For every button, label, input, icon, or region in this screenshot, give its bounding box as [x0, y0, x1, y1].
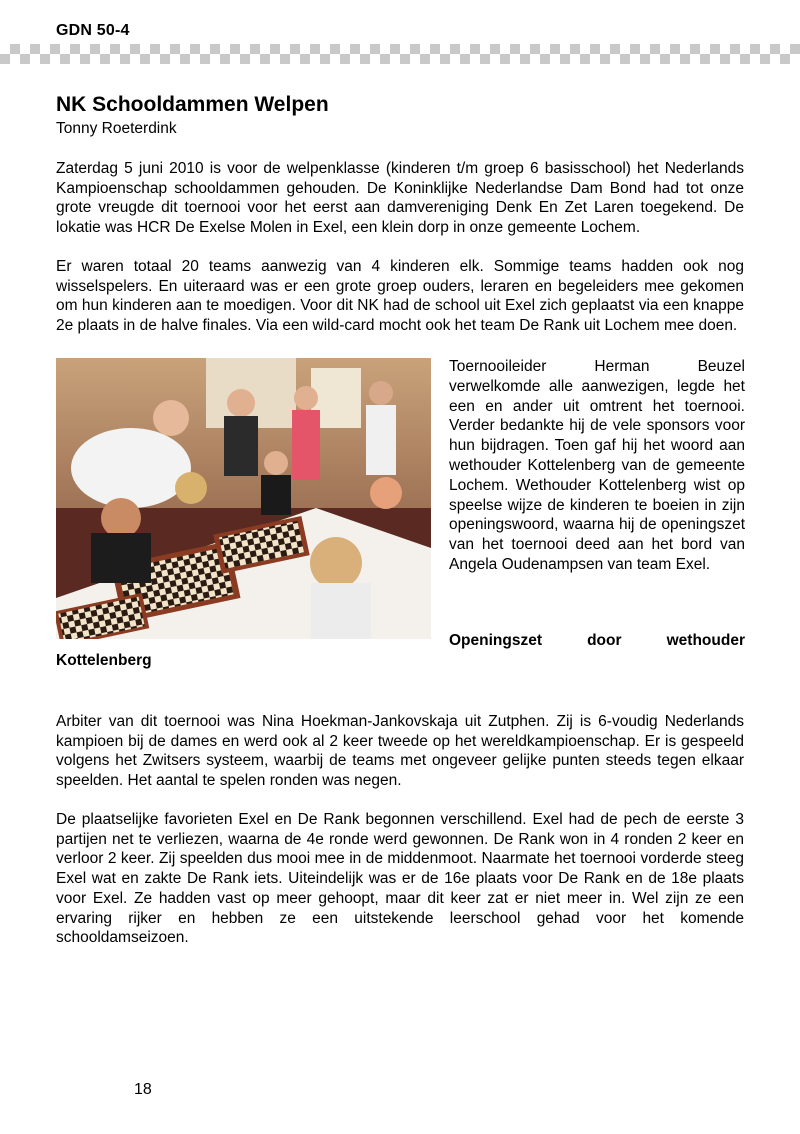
photo-caption: [449, 632, 745, 650]
article-author: Tonny Roeterdink: [56, 120, 177, 137]
paragraph-teams: Er waren totaal 20 teams aanwezig van 4 kinderen elk. Sommige teams hadden ook nog wisselspelers. En uiteraard was er een grote groep ouders, leraren en begeleiders mee gekomen om hun kinderen aan te moedigen. Voor dit NK had de school uit Exel zich geplaatst via een knappe 2e plaats in de halve finales. Via een wild-card mocht ook het team De Rank uit Lochem mee doen.: [56, 258, 744, 335]
caption-word: wethouder: [666, 632, 745, 649]
paragraph-arbiter: Arbiter van dit toernooi was Nina Hoekman-Jankovskaja uit Zutphen. Zij is 6-voudig Nederlands kampioen bij de dames en werd ook al 2 keer tweede op het wereldkampioenschap. Er is gespeeld volgens het Zwitsers systeem, waarbij de teams met ongeveer gelijke punten steeds tegen elkaar speelden. Het aantal te spelen ronden was negen.: [56, 713, 744, 790]
issue-header: GDN 50-4: [56, 22, 130, 39]
article-title: NK Schooldammen Welpen: [56, 93, 329, 116]
paragraph-intro: Zaterdag 5 juni 2010 is voor de welpenklasse (kinderen t/m groep 6 basisschool) het Nederlands Kampioenschap schooldammen gehouden. De Koninklijke Nederlandse Dam Bond had tot onze grote vreugde dit toernooi voor het eerst aan damvereniging Denk En Zet Laren toegekend. De lokatie was HCR De Exelse Molen in Exel, een klein dorp in onze gemeente Lochem.: [56, 160, 744, 237]
caption-word: door: [587, 632, 622, 649]
photo-caption-end: Kottelenberg: [56, 652, 152, 669]
checkered-border: [0, 44, 800, 64]
page-number: 18: [134, 1081, 152, 1098]
tournament-photo: [56, 358, 431, 639]
paragraph-results: De plaatselijke favorieten Exel en De Rank begonnen verschillend. Exel had de pech de eerste 3 partijen net te verliezen, waarna de 4e ronde werd gewonnen. De Rank won in 4 ronden 2 keer en verloor 2 keer. Zij speelden dus mooi mee in de middenmoot. Naarmate het toernooi vorderde steeg Exel wat en zakte De Rank iets. Uiteindelijk was er de 16e plaats voor De Rank en de 18e plaats voor Exel. Ze hadden vast op meer gehoopt, maar dit keer zat er niet meer in. Wel zijn ze een ervaring rijker en hebben ze een uitstekende leerschool gehad voor het komende schooldamseizoen.: [56, 811, 744, 947]
caption-word: Openingszet: [449, 632, 543, 649]
paragraph-opening: Toernooileider Herman Beuzel verwelkomde alle aanwezigen, legde het een en ander uit omtrent het toernooi. Verder bedankte hij de vele sponsors voor hun bijdragen. Toen gaf hij het woord aan wethouder Kottelenberg van de gemeente Lochem. Wethouder Kottelenberg wist op speelse wijze de kinderen te boeien in zijn openingswoord, waarna hij de openingszet van het toernooi deed aan het bord van Angela Oudenampsen van team Exel.: [449, 358, 745, 573]
